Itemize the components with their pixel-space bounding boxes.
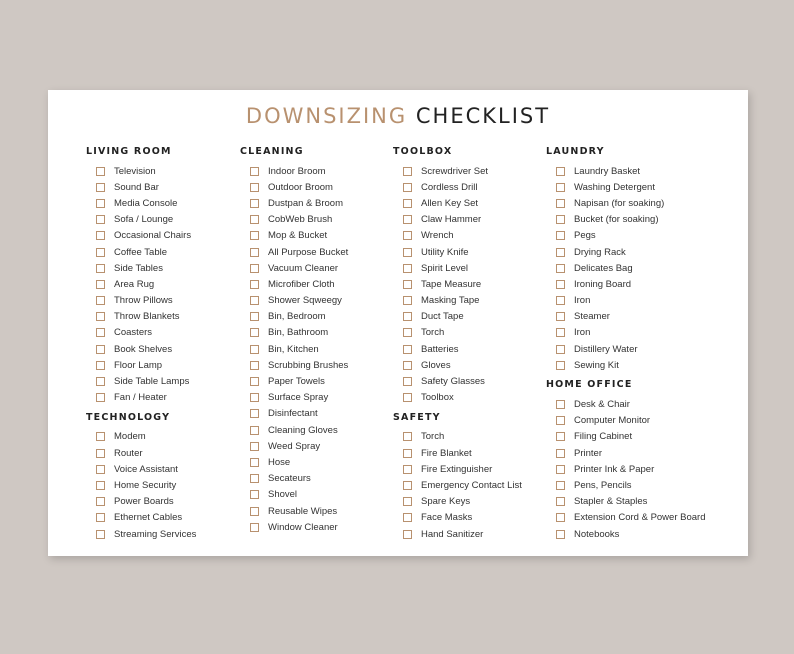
checkbox[interactable]: [556, 361, 565, 370]
checkbox[interactable]: [96, 432, 105, 441]
checkbox[interactable]: [250, 280, 259, 289]
item-label: Emergency Contact List: [421, 479, 522, 491]
checklist-item: [393, 510, 522, 526]
item-label: Power Boards: [114, 496, 174, 508]
checklist-item: [240, 454, 348, 470]
checklist-item: [393, 477, 522, 493]
checkbox[interactable]: [403, 345, 412, 354]
checkbox[interactable]: [556, 345, 565, 354]
checklist-item: [546, 510, 705, 526]
item-label: Modem: [114, 431, 146, 443]
section-heading: LIVING ROOM: [86, 146, 172, 157]
item-label: Router: [114, 447, 143, 459]
checkbox[interactable]: [250, 474, 259, 483]
checklist-item: [86, 357, 196, 373]
item-label: Drying Rack: [574, 246, 626, 258]
checkbox[interactable]: [250, 426, 259, 435]
checkbox[interactable]: [250, 231, 259, 240]
checkbox[interactable]: [250, 458, 259, 467]
item-label: Streaming Services: [114, 528, 197, 540]
item-label: Utility Knife: [421, 246, 469, 258]
checklist-item: [546, 341, 705, 357]
item-label: Notebooks: [574, 528, 620, 540]
checkbox[interactable]: [556, 183, 565, 192]
checklist-item: [86, 163, 196, 179]
checklist-section: [393, 412, 522, 542]
checkbox[interactable]: [96, 264, 105, 273]
checkbox[interactable]: [556, 296, 565, 305]
checkbox[interactable]: [250, 312, 259, 321]
column-3: [393, 146, 522, 544]
checkbox[interactable]: [250, 345, 259, 354]
item-label: Microfiber Cloth: [268, 278, 335, 290]
checklist-item: [240, 390, 348, 406]
item-label: Disinfectant: [268, 408, 318, 420]
checklist-item: [546, 325, 705, 341]
checkbox[interactable]: [556, 215, 565, 224]
checklist-section: [240, 146, 348, 535]
checklist-item: [393, 390, 522, 406]
checkbox[interactable]: [556, 530, 565, 539]
checkbox[interactable]: [403, 312, 412, 321]
item-label: Steamer: [574, 311, 610, 323]
checklist-item: [86, 390, 196, 406]
checkbox[interactable]: [403, 377, 412, 386]
checklist-item: [86, 494, 196, 510]
item-label: Pegs: [574, 230, 596, 242]
checklist-item: [240, 471, 348, 487]
checklist-item: [393, 309, 522, 325]
checklist-item: [546, 396, 705, 412]
item-label: Batteries: [421, 343, 459, 355]
checkbox[interactable]: [96, 497, 105, 506]
checklist-item: [240, 244, 348, 260]
checklist-item: [240, 487, 348, 503]
item-label: Computer Monitor: [574, 415, 651, 427]
checklist-item: [240, 228, 348, 244]
item-label: Wrench: [421, 230, 454, 242]
checklist-item: [393, 373, 522, 389]
checklist-item: [240, 503, 348, 519]
checkbox[interactable]: [96, 481, 105, 490]
checkbox[interactable]: [403, 393, 412, 402]
checklist-item: [86, 293, 196, 309]
checkbox[interactable]: [556, 416, 565, 425]
item-label: Filing Cabinet: [574, 431, 633, 443]
checkbox[interactable]: [250, 393, 259, 402]
item-label: Side Tables: [114, 262, 163, 274]
checkbox[interactable]: [556, 432, 565, 441]
checkbox[interactable]: [556, 481, 565, 490]
checkbox[interactable]: [250, 215, 259, 224]
item-label: Distillery Water: [574, 343, 638, 355]
checkbox[interactable]: [556, 199, 565, 208]
checklist-item: [240, 163, 348, 179]
checklist-item: [240, 341, 348, 357]
checklist-item: [240, 260, 348, 276]
checklist-item: [240, 519, 348, 535]
checkbox[interactable]: [250, 248, 259, 257]
item-label: All Purpose Bucket: [268, 246, 349, 258]
section-heading: LAUNDRY: [546, 146, 605, 157]
checkbox[interactable]: [403, 328, 412, 337]
item-label: Tape Measure: [421, 278, 482, 290]
item-label: Area Rug: [114, 278, 155, 290]
checkbox[interactable]: [556, 231, 565, 240]
checklist-item: [240, 309, 348, 325]
checkbox[interactable]: [96, 199, 105, 208]
checklist-item: [393, 526, 522, 542]
checkbox[interactable]: [556, 465, 565, 474]
item-label: Coffee Table: [114, 246, 167, 258]
checklist-item: [86, 260, 196, 276]
item-label: Hose: [268, 456, 291, 468]
checklist-item: [86, 179, 196, 195]
item-label: Fire Blanket: [421, 447, 472, 459]
checkbox[interactable]: [556, 513, 565, 522]
checklist-item: [393, 445, 522, 461]
checklist-item: [393, 260, 522, 276]
checklist-sheet: [48, 90, 748, 556]
checkbox[interactable]: [250, 507, 259, 516]
item-label: Secateurs: [268, 473, 311, 485]
item-label: Duct Tape: [421, 311, 464, 323]
checklist-item: [240, 276, 348, 292]
checkbox[interactable]: [96, 231, 105, 240]
checklist-item: [240, 422, 348, 438]
checklist-item: [86, 477, 196, 493]
item-label: Torch: [421, 327, 445, 339]
checklist-item: [546, 260, 705, 276]
item-label: Ethernet Cables: [114, 512, 183, 524]
item-label: Washing Detergent: [574, 181, 655, 193]
checkbox[interactable]: [96, 449, 105, 458]
checklist-item: [393, 179, 522, 195]
item-label: Pens, Pencils: [574, 479, 632, 491]
item-label: Scrubbing Brushes: [268, 359, 349, 371]
checklist-section: [546, 379, 705, 542]
checkbox[interactable]: [403, 513, 412, 522]
item-label: Throw Blankets: [114, 311, 180, 323]
checklist-item: [393, 244, 522, 260]
checklist-item: [86, 510, 196, 526]
checklist-item: [86, 445, 196, 461]
checklist-section: [86, 146, 196, 406]
column-1: [86, 146, 196, 544]
item-label: Iron: [574, 295, 591, 307]
checkbox[interactable]: [403, 296, 412, 305]
checklist-item: [393, 461, 522, 477]
item-label: Sewing Kit: [574, 359, 619, 371]
checkbox[interactable]: [96, 248, 105, 257]
item-label: Throw Pillows: [114, 295, 173, 307]
item-label: Face Masks: [421, 512, 473, 524]
item-label: Delicates Bag: [574, 262, 633, 274]
checklist-item: [240, 293, 348, 309]
checkbox[interactable]: [250, 409, 259, 418]
item-label: Gloves: [421, 359, 451, 371]
checkbox[interactable]: [250, 167, 259, 176]
checkbox[interactable]: [96, 393, 105, 402]
checkbox[interactable]: [96, 377, 105, 386]
item-label: Spare Keys: [421, 496, 471, 508]
item-label: Television: [114, 165, 156, 177]
item-label: Weed Spray: [268, 440, 321, 452]
checklist-item: [240, 212, 348, 228]
item-label: Shovel: [268, 489, 298, 501]
checkbox[interactable]: [403, 280, 412, 289]
item-label: Cordless Drill: [421, 181, 478, 193]
checklist-item: [240, 357, 348, 373]
section-heading: TECHNOLOGY: [86, 411, 171, 423]
checklist-item: [240, 406, 348, 422]
checkbox[interactable]: [403, 481, 412, 490]
title-main: CHECKLIST: [415, 104, 551, 128]
column-4: [546, 146, 705, 544]
checkbox[interactable]: [250, 264, 259, 273]
checklist-item: [86, 429, 196, 445]
checkbox[interactable]: [556, 497, 565, 506]
checkbox[interactable]: [96, 280, 105, 289]
checkbox[interactable]: [96, 215, 105, 224]
checkbox[interactable]: [556, 248, 565, 257]
checklist-item: [86, 244, 196, 260]
item-label: Book Shelves: [114, 343, 173, 355]
checkbox[interactable]: [250, 199, 259, 208]
item-label: Dustpan & Broom: [268, 197, 343, 209]
checkbox[interactable]: [556, 167, 565, 176]
item-label: Reusable Wipes: [268, 505, 338, 517]
checklist-item: [393, 429, 522, 445]
checklist-item: [546, 276, 705, 292]
checkbox[interactable]: [556, 312, 565, 321]
checkbox[interactable]: [250, 490, 259, 499]
checklist-item: [393, 494, 522, 510]
item-label: Paper Towels: [268, 376, 325, 388]
section-heading: TOOLBOX: [393, 146, 453, 157]
checklist-section: [393, 146, 522, 406]
item-label: Safety Glasses: [421, 376, 485, 388]
item-label: Window Cleaner: [268, 521, 338, 533]
checklist-item: [546, 413, 705, 429]
checkbox[interactable]: [556, 328, 565, 337]
column-2: [240, 146, 348, 537]
checkbox[interactable]: [403, 183, 412, 192]
item-label: Claw Hammer: [421, 214, 482, 226]
checklist-item: [546, 228, 705, 244]
item-label: Fan / Heater: [114, 392, 167, 404]
checklist-item: [240, 179, 348, 195]
item-label: Iron: [574, 327, 591, 339]
checkbox[interactable]: [556, 400, 565, 409]
checkbox[interactable]: [250, 523, 259, 532]
item-label: Bucket (for soaking): [574, 214, 659, 226]
item-label: Cleaning Gloves: [268, 424, 338, 436]
checklist-item: [86, 341, 196, 357]
checkbox[interactable]: [403, 231, 412, 240]
item-label: Stapler & Staples: [574, 496, 648, 508]
checkbox[interactable]: [403, 199, 412, 208]
checklist-item: [546, 212, 705, 228]
checkbox[interactable]: [96, 513, 105, 522]
checkbox[interactable]: [96, 465, 105, 474]
checkbox[interactable]: [250, 442, 259, 451]
checkbox[interactable]: [403, 215, 412, 224]
checkbox[interactable]: [96, 296, 105, 305]
title-accent: DOWNSIZING: [245, 104, 408, 128]
checklist-item: [546, 163, 705, 179]
item-label: Ironing Board: [574, 278, 632, 290]
checkbox[interactable]: [556, 449, 565, 458]
checklist-item: [546, 357, 705, 373]
checkbox[interactable]: [403, 530, 412, 539]
item-label: Napisan (for soaking): [574, 197, 665, 209]
checklist-item: [546, 244, 705, 260]
item-label: Occasional Chairs: [114, 230, 192, 242]
checklist-item: [240, 438, 348, 454]
section-heading: HOME OFFICE: [546, 379, 633, 391]
item-label: Extension Cord & Power Board: [574, 512, 706, 524]
item-label: Side Table Lamps: [114, 376, 190, 388]
checkbox[interactable]: [250, 361, 259, 370]
checklist-item: [546, 526, 705, 542]
item-label: Bin, Kitchen: [268, 343, 319, 355]
checklist-item: [393, 325, 522, 341]
item-label: Coasters: [114, 327, 153, 339]
checklist-item: [86, 373, 196, 389]
checklist-item: [86, 228, 196, 244]
checkbox[interactable]: [96, 328, 105, 337]
item-label: Vacuum Cleaner: [268, 262, 339, 274]
item-label: CobWeb Brush: [268, 214, 333, 226]
checklist-item: [86, 212, 196, 228]
checkbox[interactable]: [556, 280, 565, 289]
checklist-item: [393, 195, 522, 211]
checklist-item: [546, 179, 705, 195]
checklist-section: [86, 412, 196, 542]
checkbox[interactable]: [403, 248, 412, 257]
item-label: Desk & Chair: [574, 399, 630, 411]
checklist-item: [393, 228, 522, 244]
section-heading: CLEANING: [240, 146, 304, 157]
item-label: Hand Sanitizer: [421, 528, 484, 540]
item-label: Shower Sqweegy: [268, 295, 342, 307]
checklist-item: [86, 526, 196, 542]
checklist-item: [240, 373, 348, 389]
checkbox[interactable]: [250, 296, 259, 305]
item-label: Sound Bar: [114, 181, 159, 193]
item-label: Sofa / Lounge: [114, 214, 174, 226]
checklist-item: [393, 357, 522, 373]
item-label: Indoor Broom: [268, 165, 326, 177]
checkbox[interactable]: [96, 183, 105, 192]
checkbox[interactable]: [403, 465, 412, 474]
checklist-item: [393, 341, 522, 357]
item-label: Bin, Bathroom: [268, 327, 329, 339]
checklist-item: [546, 429, 705, 445]
item-label: Home Security: [114, 479, 177, 491]
item-label: Media Console: [114, 197, 178, 209]
checklist-item: [546, 293, 705, 309]
item-label: Laundry Basket: [574, 165, 641, 177]
checkbox[interactable]: [250, 183, 259, 192]
item-label: Allen Key Set: [421, 197, 479, 209]
item-label: Spirit Level: [421, 262, 468, 274]
checklist-item: [240, 195, 348, 211]
checklist-item: [393, 212, 522, 228]
checkbox[interactable]: [403, 361, 412, 370]
checklist-item: [546, 477, 705, 493]
item-label: Torch: [421, 431, 445, 443]
item-label: Mop & Bucket: [268, 230, 328, 242]
checkbox[interactable]: [403, 264, 412, 273]
checklist-item: [86, 461, 196, 477]
checkbox[interactable]: [250, 377, 259, 386]
item-label: Floor Lamp: [114, 359, 163, 371]
checklist-item: [546, 461, 705, 477]
item-label: Outdoor Broom: [268, 181, 333, 193]
checklist-item: [546, 494, 705, 510]
checklist-item: [240, 325, 348, 341]
checkbox[interactable]: [403, 497, 412, 506]
checkbox[interactable]: [250, 328, 259, 337]
checkbox[interactable]: [96, 167, 105, 176]
checkbox[interactable]: [96, 345, 105, 354]
checkbox[interactable]: [96, 361, 105, 370]
item-label: Toolbox: [421, 392, 454, 404]
checkbox[interactable]: [96, 530, 105, 539]
checkbox[interactable]: [96, 312, 105, 321]
checklist-item: [546, 195, 705, 211]
item-label: Printer Ink & Paper: [574, 463, 655, 475]
item-label: Bin, Bedroom: [268, 311, 326, 323]
item-label: Masking Tape: [421, 295, 480, 307]
checklist-item: [86, 309, 196, 325]
item-label: Voice Assistant: [114, 463, 178, 475]
checklist-item: [393, 163, 522, 179]
section-heading: SAFETY: [393, 411, 441, 423]
checklist-item: [86, 195, 196, 211]
checklist-item: [86, 276, 196, 292]
checkbox[interactable]: [403, 449, 412, 458]
item-label: Fire Extinguisher: [421, 463, 493, 475]
item-label: Printer: [574, 447, 602, 459]
item-label: Surface Spray: [268, 392, 329, 404]
checklist-section: [546, 146, 705, 373]
checkbox[interactable]: [556, 264, 565, 273]
checklist-item: [86, 325, 196, 341]
item-label: Screwdriver Set: [421, 165, 489, 177]
checklist-item: [393, 293, 522, 309]
checkbox[interactable]: [403, 167, 412, 176]
checklist-item: [393, 276, 522, 292]
checkbox[interactable]: [403, 432, 412, 441]
checklist-item: [546, 309, 705, 325]
checklist-item: [546, 445, 705, 461]
page-title: [48, 104, 748, 128]
